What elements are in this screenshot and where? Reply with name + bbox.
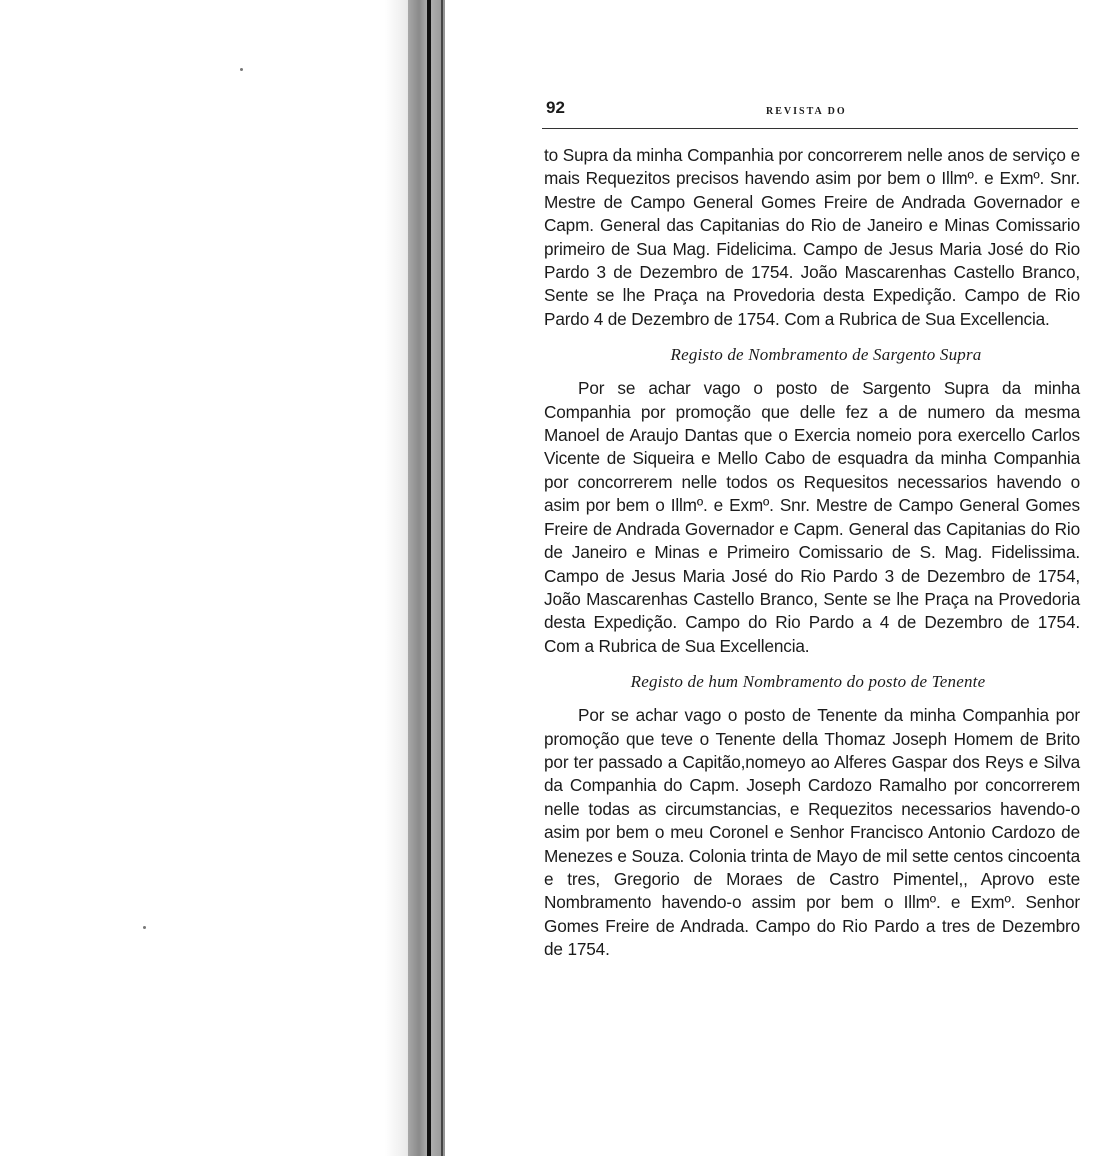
binding-edge-line <box>441 0 443 1156</box>
page-body <box>544 144 1080 962</box>
book-gutter <box>0 0 460 1156</box>
paragraph-tenente: Por se achar vago o posto de Tenente da minha Companhia por promoção que teve o Tenente della Thomaz Joseph Homem de Brito por ter passado a Capitão,nomeyo ao Alferes Gaspar dos Reys e Silva da Companhia do Capm. Joseph Cardozo Ramalho por concorrerem nelle todas as circumstancias, e Requezitos necessarios havendo-o asim por bem o meu Coronel e Senhor Francisco Antonio Cardozo de Menezes e Souza. Colonia trinta de Mayo de mil sette centos cincoenta e tres, Gregorio de Moraes de Castro Pimentel,, Aprovo este Nombramento havendo-o assim por bem o Illmº. e Exmº. Senhor Gomes Freire de Andrada. Campo do Rio Pardo a tres de Dezembro de 1754. <box>544 705 1080 960</box>
book-page <box>530 96 1080 960</box>
paragraph-sargento-supra: Por se achar vago o posto de Sargento Supra da minha Companhia por promoção que delle fez a de numero da mesma Manoel de Araujo Dantas que o Exercia nomeio pora exercello Carlos Vicente de Siqueira e Mello Cabo de esquadra da minha Companhia por concorrerem nelle todos os Requesitos necessarios havendo o asim por bem o Illmº. e Exmº. Snr. Mestre de Campo General Gomes Freire de Andrada Governador e Capm. General das Capitanias do Rio de Janeiro e Minas e Primeiro Comissario de S. Mag. Fidelissima. Campo de Jesus Maria José do Rio Pardo 3 de Dezembro de 1754, João Mascarenhas Castello Branco, Sente se lhe Praça na Provedoria desta Expedição. Campo do Rio Pardo a 4 de Dezembro de 1754. Com a Rubrica de Sua Excellencia. <box>544 378 1080 656</box>
header-rule <box>542 128 1078 129</box>
section-heading-sargento-supra: Registo de Nombramento de Sargento Supra <box>670 345 982 365</box>
paragraph-continuation: to Supra da minha Companhia por concorrerem nelle anos de serviço e mais Requezitos precisos havendo asim por bem o Illmº. e Exmº. Snr. Mestre de Campo General Gomes Freire de Andrada Governador e Capm. General das Capitanias do Rio de Janeiro e Minas Comissario primeiro de Sua Mag. Fidelicima. Campo de Jesus Maria José do Rio Pardo 3 de Dezembro de 1754. João Mascarenhas Castello Branco, Sente se lhe Praça na Provedoria desta Expedição. Campo de Rio Pardo 4 de Dezembro de 1754. Com a Rubrica de Sua Excellencia. <box>544 145 1080 329</box>
scan-speck <box>143 926 146 929</box>
page-number: 92 <box>546 98 565 117</box>
section-heading-tenente: Registo de hum Nombramento do posto de Tenente <box>630 672 986 692</box>
page-header <box>530 96 1080 118</box>
binding-spine-line <box>427 0 431 1156</box>
scan-speck <box>240 68 243 71</box>
running-head: REVISTA DO <box>766 106 847 117</box>
